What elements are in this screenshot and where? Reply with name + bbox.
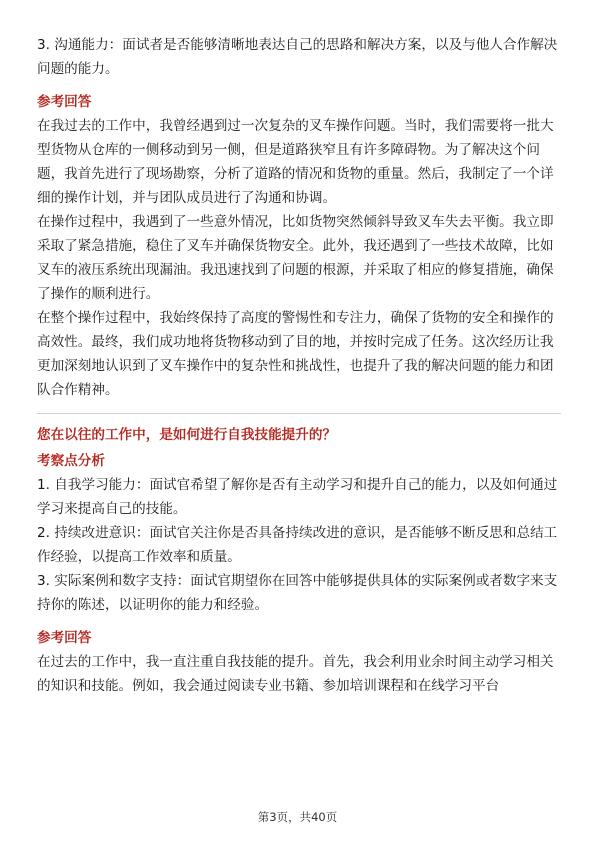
evaluation-item-communication: 3. 沟通能力：面试者是否能够清晰地表达自己的思路和解决方案，以及与他人合作解决问题的能力。 <box>37 37 558 77</box>
answer-paragraph: 在过去的工作中，我一直注重自我技能的提升。首先，我会利用业余时间主动学习相关的知识和技能。例如，我会通过阅读专业书籍、参加培训课程和在线学习平台 <box>37 654 554 694</box>
analysis-item: 2. 持续改进意识：面试官关注你是否具备持续改进的意识，是否能够不断反思和总结工作经验，以提高工作效率和质量。 <box>37 525 558 565</box>
analysis-item: 1. 自我学习能力：面试官希望了解你是否有主动学习和提升自己的能力，以及如何通过学习来提高自己的技能。 <box>37 477 558 517</box>
analysis-item: 3. 实际案例和数字支持：面试官期望你在回答中能够提供具体的实际案例或者数字来支持你的陈述，以证明你的能力和经验。 <box>37 573 558 613</box>
question-title: 您在以往的工作中，是如何进行自我技能提升的？ <box>37 427 337 443</box>
document-page <box>37 33 561 698</box>
page-number: 第3页，共40页 <box>257 810 338 824</box>
reference-answer-heading: 参考回答 <box>37 630 92 646</box>
analysis-heading: 考察点分析 <box>37 453 105 469</box>
answer-paragraph: 在我过去的工作中，我曾经遇到过一次复杂的叉车操作问题。当时，我们需要将一批大型货物从仓库的一侧移动到另一侧，但是道路狭窄且有许多障碍物。为了解决这个问题，我首先进行了现场勘察，分析了道路的情况和货物的重量。然后，我制定了一个详细的操作计划，并与团队成员进行了沟通和协调。 <box>37 118 554 206</box>
reference-answer-heading: 参考回答 <box>37 94 92 110</box>
answer-paragraph: 在操作过程中，我遇到了一些意外情况，比如货物突然倾斜导致叉车失去平衡。我立即采取了紧急措施，稳住了叉车并确保货物安全。此外，我还遇到了一些技术故障，比如叉车的液压系统出现漏油。我迅速找到了问题的根源，并采取了相应的修复措施，确保了操作的顺利进行。 <box>37 214 554 302</box>
answer-paragraph: 在整个操作过程中，我始终保持了高度的警惕性和专注力，确保了货物的安全和操作的高效性。最终，我们成功地将货物移动到了目的地，并按时完成了任务。这次经历让我更加深刻地认识到了叉车操作中的复杂性和挑战性，也提升了我的解决问题的能力和团队合作精神。 <box>37 310 554 398</box>
section-divider <box>37 413 561 414</box>
